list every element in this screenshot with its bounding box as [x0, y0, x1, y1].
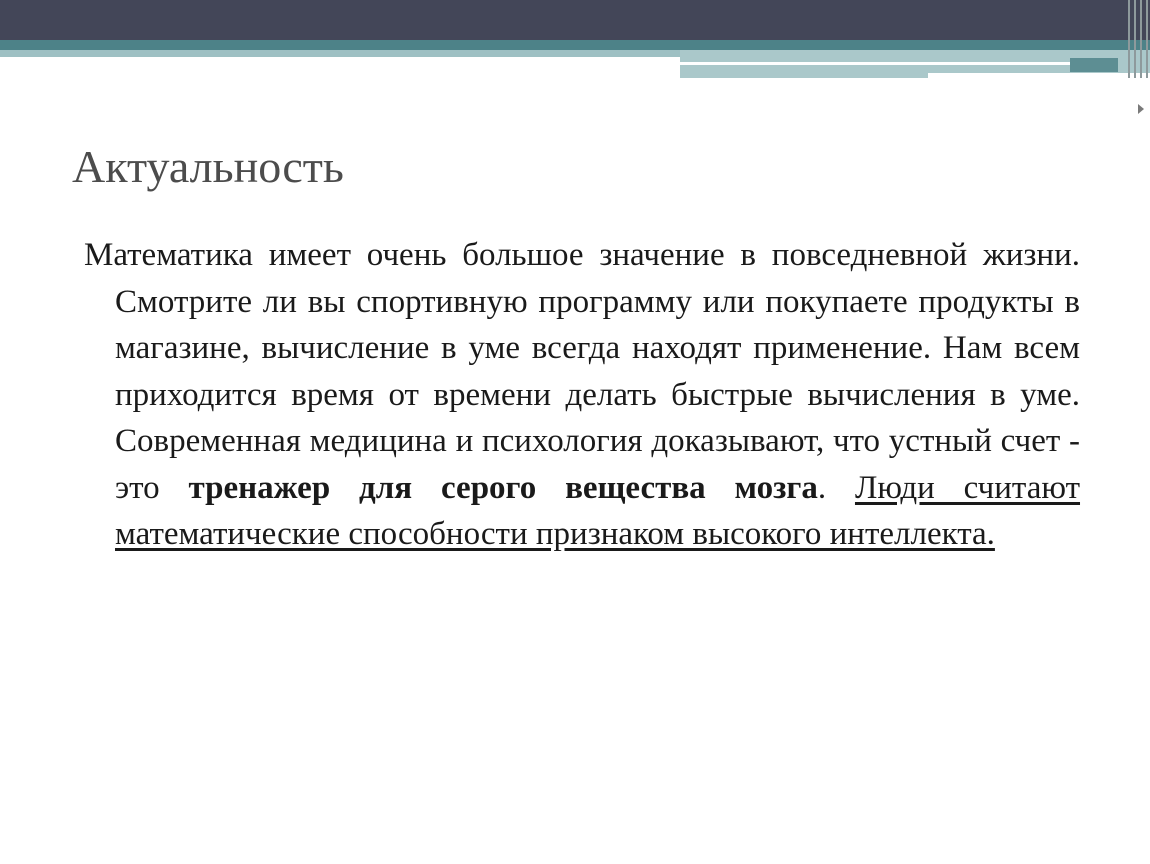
slide-body-paragraph	[84, 232, 1080, 558]
header-band-dark	[0, 0, 1150, 40]
header-stripe-white	[680, 62, 1070, 65]
header-band-light	[0, 50, 680, 57]
header-band-accent	[1070, 58, 1118, 72]
body-text-underlined: Люди считают математические способности признаком высокого интеллекта.	[115, 469, 1081, 552]
body-text-punct: .	[817, 469, 855, 506]
body-text-bold: тренажер для серого вещества мозга	[188, 469, 818, 506]
body-text-plain: Математика имеет очень большое значение в повседневной жизни. Смотрите ли вы спортивную программу или покупаете продукты в магазине, вычисление в уме всегда находят применение. Нам всем приходится время от времени делать быстрые вычисления в уме. Современная медицина и психология доказывают, что устный счет - это	[84, 237, 1080, 506]
header-stripe-white-2	[928, 73, 1150, 78]
header-band-teal	[0, 40, 1150, 50]
triangle-marker-icon	[1138, 104, 1144, 114]
right-edge-decoration	[1120, 0, 1150, 864]
slide-title: Актуальность	[72, 141, 344, 192]
